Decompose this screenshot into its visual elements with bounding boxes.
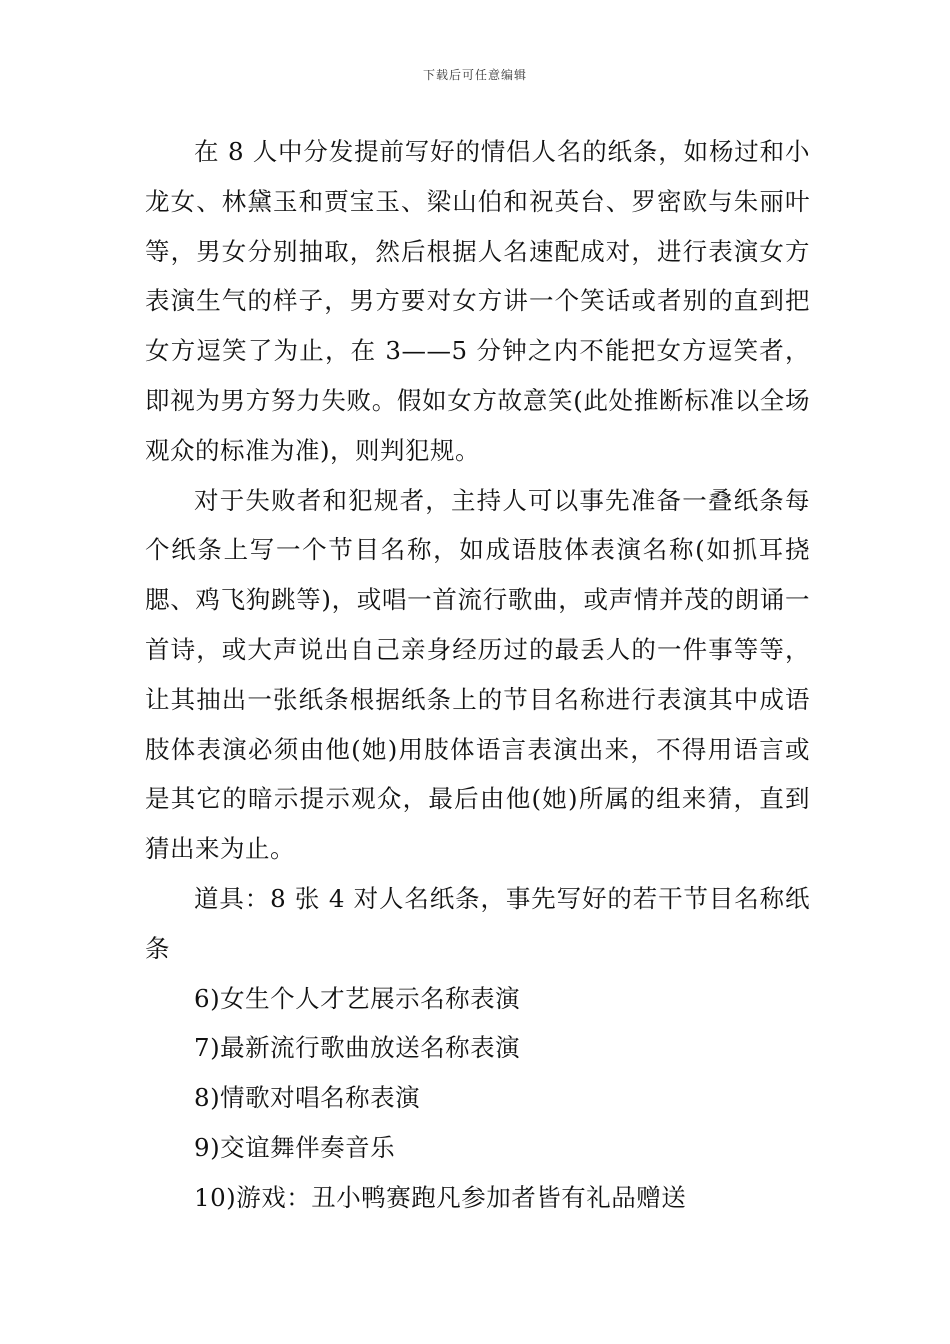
list-item: 7)最新流行歌曲放送名称表演 (194, 1033, 521, 1063)
paragraph-penalty-rules: 对于失败者和犯规者，主持人可以事先准备一叠纸条每个纸条上写一个节目名称，如成语肢体表演名称(如抓耳挠腮、鸡飞狗跳等)，或唱一首流行歌曲，或声情并茂的朗诵一首诗，或大声说出自己亲身经历过的最丢人的一件事等等，让其抽出一张纸条根据纸条上的节目名称进行表演其中成语肢体表演必须由他(她)用肢体语言表演出来，不得用语言或是其它的暗示提示观众，最后由他(她)所属的组来猜，直到猜出来为止。 (145, 485, 810, 864)
document-body (145, 127, 810, 1223)
paragraph-couple-game: 在 8 人中分发提前写好的情侣人名的纸条，如杨过和小龙女、林黛玉和贾宝玉、梁山伯和祝英台、罗密欧与朱丽叶等，男女分别抽取，然后根据人名速配成对，进行表演女方表演生气的样子，男方要对女方讲一个笑话或者别的直到把女方逗笑了为止，在 3——5 分钟之内不能把女方逗笑者，即视为男方努力失败。假如女方故意笑(此处推断标准以全场观众的标准为准)，则判犯规。 (145, 137, 810, 465)
list-item: 9)交谊舞伴奏音乐 (194, 1132, 396, 1162)
list-item: 10)游戏：丑小鸭赛跑凡参加者皆有礼品赠送 (194, 1182, 687, 1212)
page-header: 下载后可任意编辑 (422, 68, 527, 82)
list-item: 6)女生个人才艺展示名称表演 (194, 983, 521, 1013)
paragraph-props: 道具：8 张 4 对人名纸条，事先写好的若干节目名称纸条 (145, 883, 810, 963)
list-item: 8)情歌对唱名称表演 (194, 1083, 421, 1113)
